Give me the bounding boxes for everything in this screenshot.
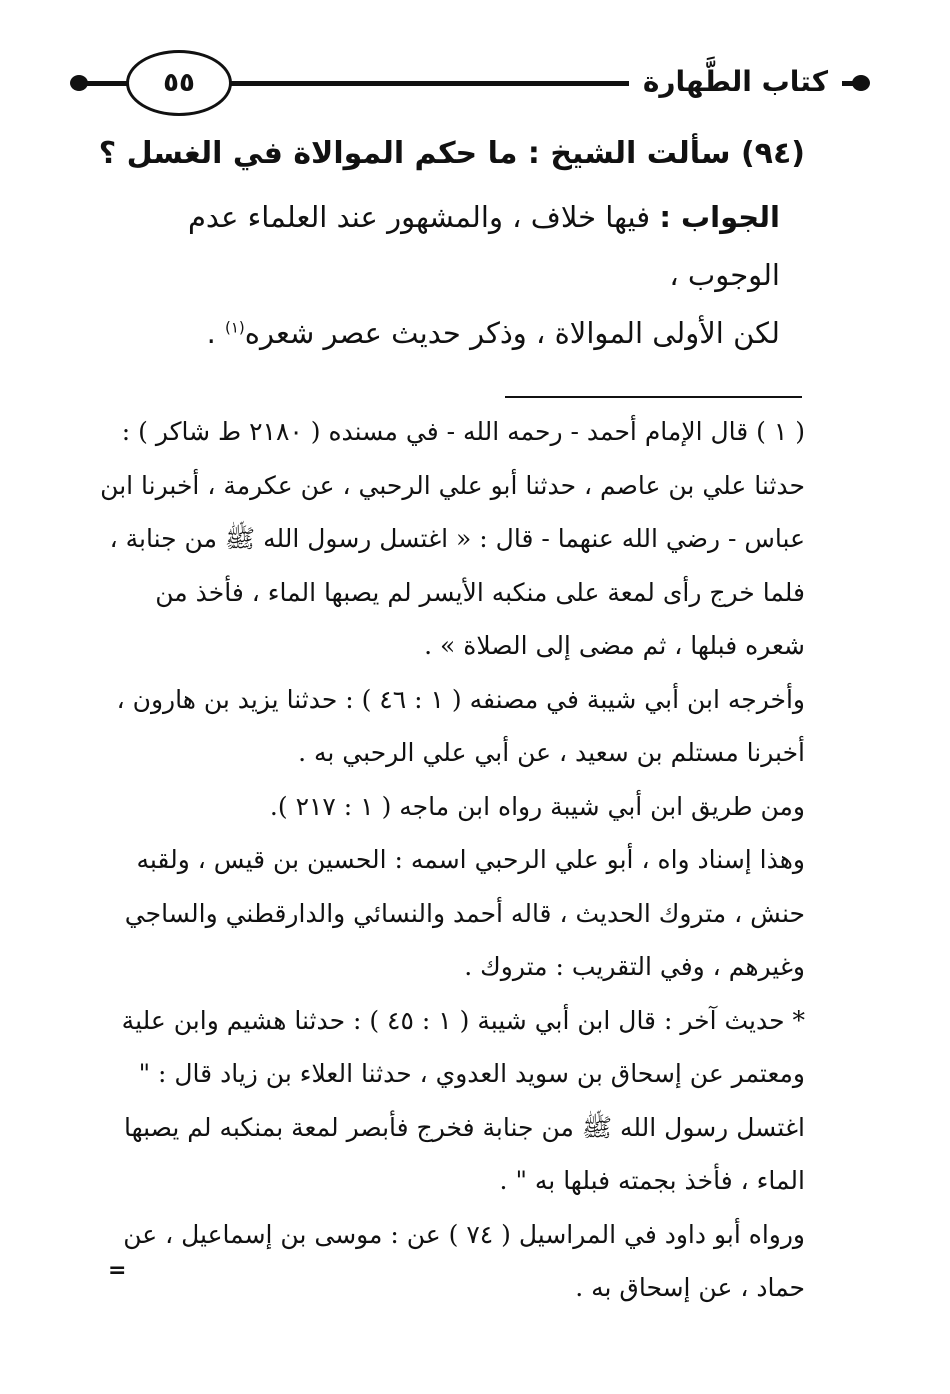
- answer-block: [100, 188, 780, 362]
- answer-text-2: لكن الأولى الموالاة ، وذكر حديث عصر شعره: [244, 316, 780, 350]
- footnote-paragraph: ورواه أبو داود في المراسيل ( ٧٤ ) عن : موسى بن إسماعيل ، عن حماد ، عن إسحاق به .: [123, 1219, 805, 1302]
- footnotes: [88, 405, 805, 1315]
- answer-text-1: فيها خلاف ، والمشهور عند العلماء عدم الوجوب ،: [187, 200, 780, 292]
- answer-line-1: [100, 188, 780, 304]
- footnote-paragraph: ( ١ ) قال الإمام أحمد - رحمه الله - في مسنده ( ٢١٨٠ ط شاكر ) : حدثنا علي بن عاصم ، حدثنا أبو علي الرحبي ، عن عكرمة ، أخبرنا ابن عباس - رضي الله عنهما - قال : « اغتسل رسول الله ﷺ من جنابة ، فلما خرج رأى لمعة على منكبه الأيسر لم يصبها الماء ، فأخذ من شعره فبلها ، ثم مضى إلى الصلاة » .: [100, 417, 805, 660]
- page-number: ٥٥: [126, 50, 232, 116]
- footnote-paragraph: ومن طريق ابن أبي شيبة رواه ابن ماجه ( ١ : ٢١٧ ).: [269, 791, 805, 821]
- header-ornament-right: [852, 75, 870, 91]
- footnote-separator: [505, 396, 802, 398]
- answer-label: الجواب :: [659, 200, 780, 234]
- continuation-mark: =: [108, 1258, 127, 1283]
- page-header: [70, 48, 870, 118]
- answer-line-2: [100, 304, 780, 362]
- footnote-reference: (١): [225, 318, 245, 337]
- footnote-paragraph: وهذا إسناد واه ، أبو علي الرحبي اسمه : الحسين بن قيس ، ولقبه حنش ، متروك الحديث ، قاله أحمد والنسائي والدارقطني والساجي وغيرهم ، وفي التقريب : متروك .: [124, 845, 805, 981]
- header-ornament-left: [70, 75, 88, 91]
- book-title: كتاب الطَّهارة: [629, 62, 842, 102]
- question-heading: (٩٤) سألت الشيخ : ما حكم الموالاة في الغسل ؟: [98, 136, 805, 171]
- footnote-paragraph: * حديث آخر : قال ابن أبي شيبة ( ١ : ٤٥ ) : حدثنا هشيم وابن علية ومعتمر عن إسحاق بن سويد العدوي ، حدثنا العلاء بن زياد قال : " اغتسل رسول الله ﷺ من جنابة فخرج فأبصر لمعة بمنكبه لم يصبها الماء ، فأخذ بجمته فبلها به " .: [121, 1005, 805, 1195]
- answer-line-2-end: .: [206, 316, 225, 350]
- footnote-paragraph: وأخرجه ابن أبي شيبة في مصنفه ( ١ : ٤٦ ) : حدثنا يزيد بن هارون ، أخبرنا مستلم بن سعيد ، عن أبي علي الرحبي به .: [116, 684, 805, 767]
